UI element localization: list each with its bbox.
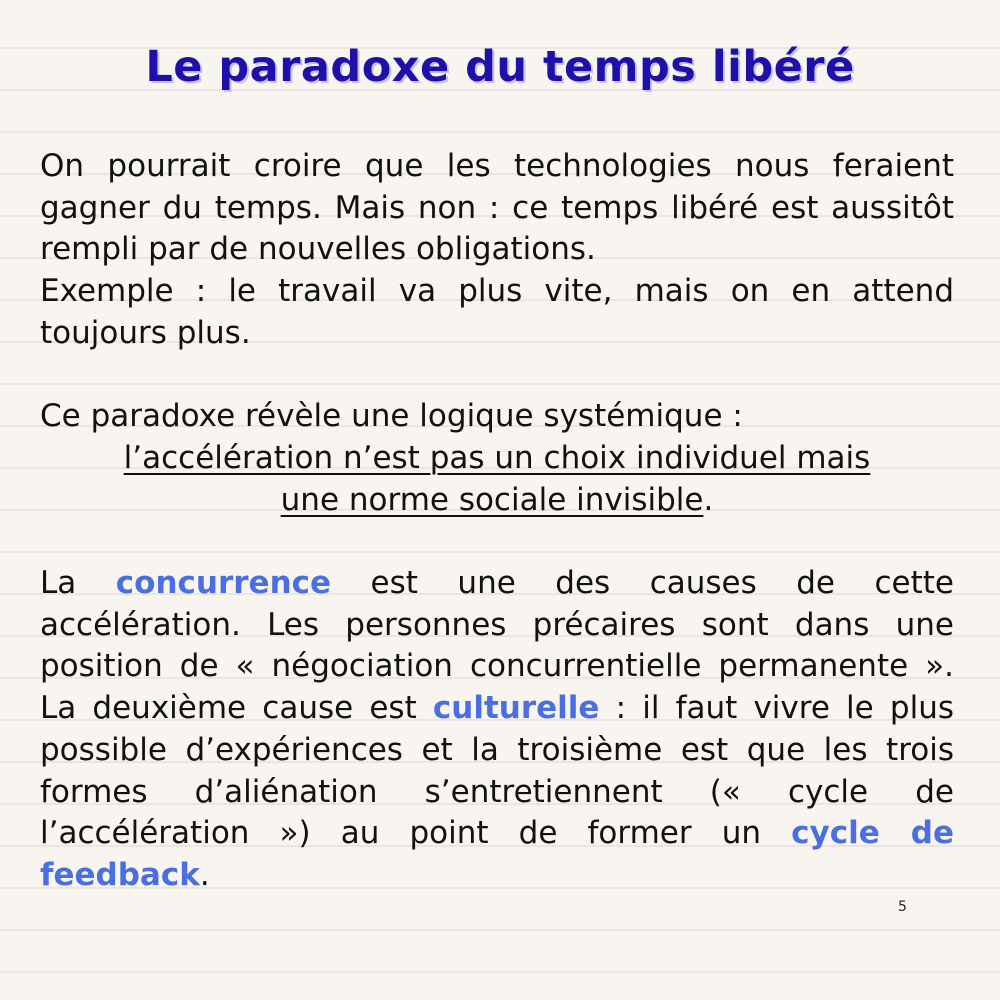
paragraph-1	[40, 146, 954, 271]
underlined-statement-line-1	[40, 438, 954, 480]
paragraph-3-text-4: .	[199, 856, 210, 893]
underlined-text-1: l’accélération n’est pas un choix individuel mais	[123, 439, 871, 476]
page-number: 5	[898, 899, 907, 915]
paragraph-1-example	[40, 271, 954, 354]
underlined-text-2: une norme sociale invisible	[280, 481, 704, 518]
paragraph-2-intro	[40, 396, 954, 438]
page-title: Le paradoxe du temps libéré	[145, 42, 855, 92]
paragraph-spacer	[40, 355, 954, 397]
highlight-concurrence: concurrence	[115, 565, 332, 601]
statement-period: .	[703, 481, 714, 518]
highlight-culturelle: culturelle	[432, 690, 600, 727]
paragraph-3-text-3: : il faut vivre le plus possible d’expériences et la troisième est que les trois formes d’aliénation s’entretiennent (« cycle de l’accélération ») au point de former un	[40, 690, 954, 852]
paragraph-3	[40, 563, 954, 897]
example-text: Exemple : le travail va plus vite, mais on en attend toujours plus.	[40, 273, 954, 351]
body-text	[40, 146, 954, 897]
highlight-cycle-de-feedback: cycle de feedback	[40, 815, 954, 893]
paragraph-1-text: On pourrait croire que les technologies nous feraient gagner du temps. Mais non : ce temps libéré est aussitôt rempli par de nouvelles obligations.	[40, 148, 954, 268]
paragraph-spacer	[40, 521, 954, 563]
paragraph-3-text-2: est une des causes de cette accélération. Les personnes précaires sont dans une position de « négociation concurrentielle permanente ». La deuxième cause est	[40, 565, 954, 727]
paragraph-2-intro-text: Ce paradoxe révèle une logique systémique :	[40, 398, 743, 435]
underlined-statement-line-2	[40, 480, 954, 522]
paragraph-3-text-1: La	[40, 565, 116, 601]
